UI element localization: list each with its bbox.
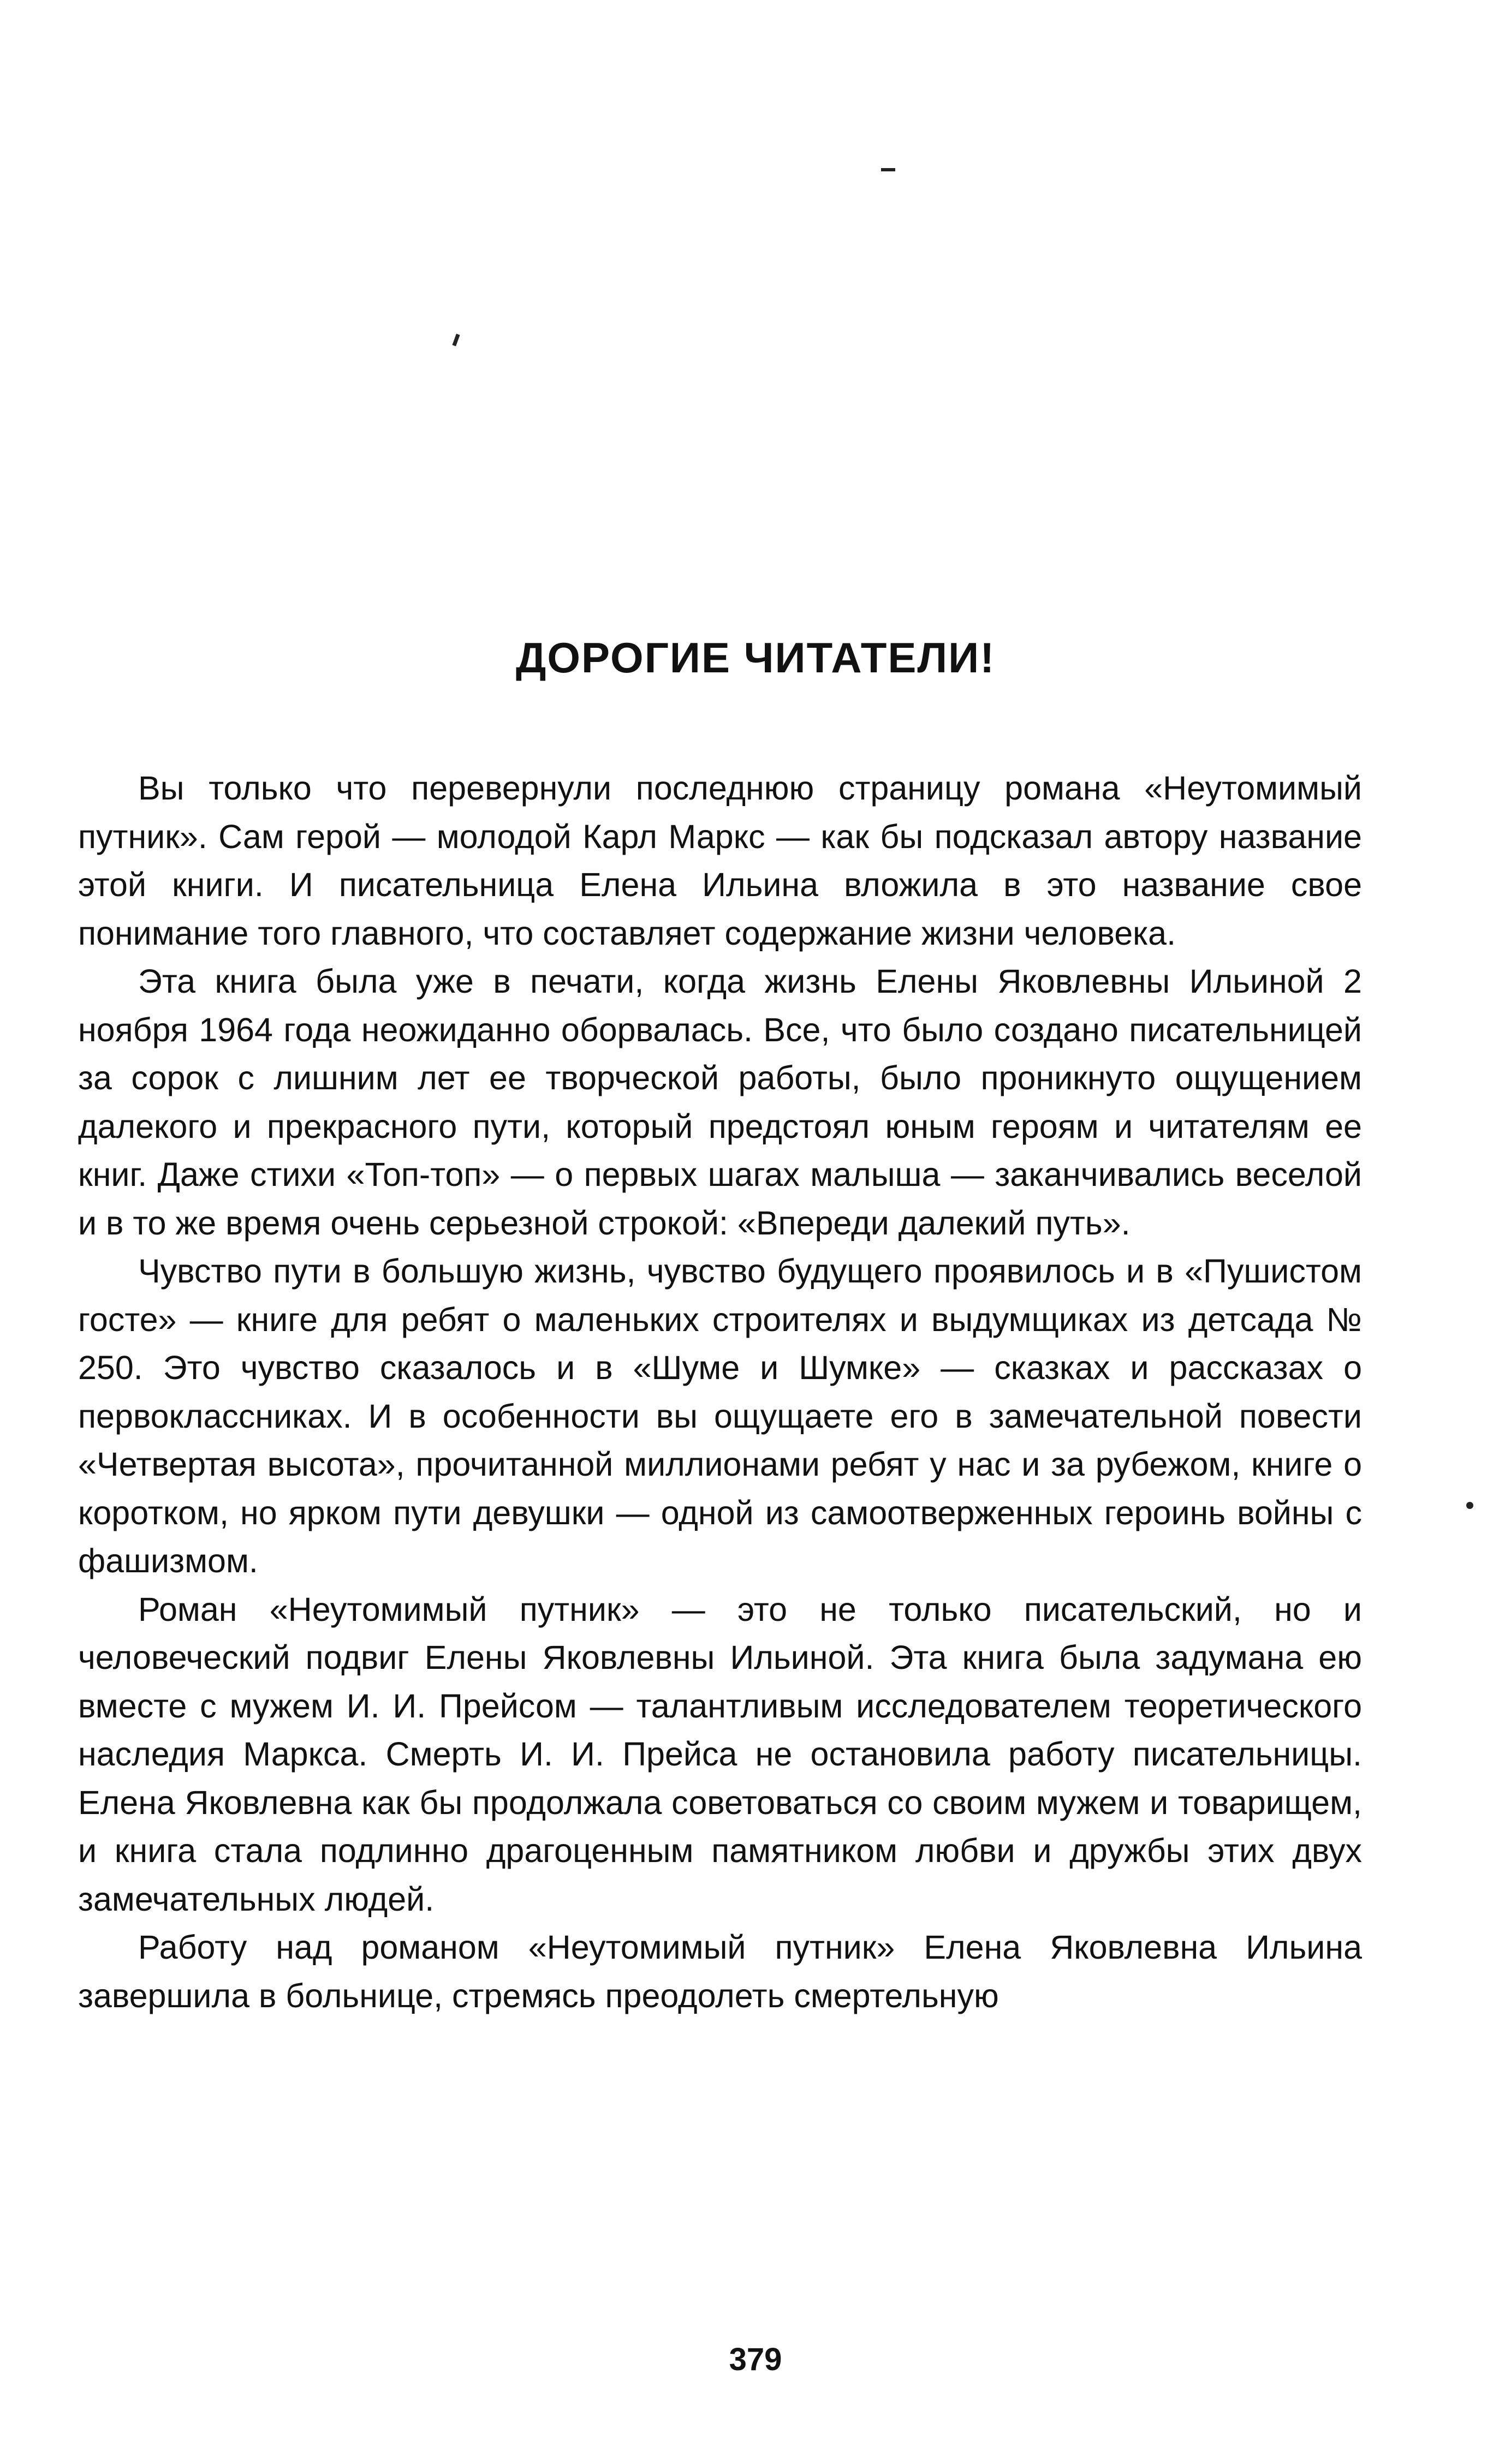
scan-mark-dot: [1466, 1502, 1473, 1509]
paragraph: Роман «Неутомимый путник» — это не только писательский, но и человеческий подвиг Елены Яковлевны Ильиной. Эта книга была задумана ею вместе с мужем И. И. Прейсом — талантливым исследователем теоретического наследия Маркса. Смерть И. И. Прейса не остановила работу писательницы. Елена Яковлевна как бы продолжала советоваться со своим мужем и товарищем, и книга стала подлинно драгоценным памятником любви и дружбы этих двух замечательных людей.: [78, 1590, 1362, 1918]
paragraph: Вы только что перевернули последнюю страницу романа «Неутомимый путник». Сам герой — молодой Карл Маркс — как бы подсказал автору название этой книги. И писательница Елена Ильина вложила в это название свое понимание того главного, что составляет содержание жизни человека.: [78, 769, 1362, 952]
body-text: [78, 764, 1362, 2020]
page-number: 379: [729, 2342, 782, 2377]
scan-mark-dash: [881, 168, 895, 171]
paragraph: Эта книга была уже в печати, когда жизнь Елены Яковлевны Ильиной 2 ноября 1964 года неожиданно оборвалась. Все, что было создано писательницей за сорок с лишним лет ее творческой работы, было проникнуто ощущением далекого и прекрасного пути, который предстоял юным героям и читателям ее книг. Даже стихи «Топ-топ» — о первых шагах малыша — заканчивались веселой и в то же время очень серьезной строкой: «Впереди далекий путь».: [78, 963, 1362, 1242]
paragraph: Чувство пути в большую жизнь, чувство будущего проявилось и в «Пушистом госте» — книге для ребят о маленьких строителях и выдумщиках из детсада № 250. Это чувство сказалось и в «Шуме и Шумке» — сказках и рассказах о первоклассниках. И в особенности вы ощущаете его в замечательной повести «Четвертая высота», прочитанной миллионами ребят у нас и за рубежом, книге о коротком, но ярком пути девушки — одной из самоотверженных героинь войны с фашизмом.: [78, 1252, 1362, 1579]
paragraph: Работу над романом «Неутомимый путник» Елена Яковлевна Ильина завершила в больнице, стремясь преодолеть смертельную: [78, 1929, 1362, 2014]
scan-mark-tick: [452, 333, 460, 346]
page-title: ДОРОГИЕ ЧИТАТЕЛИ!: [515, 634, 996, 682]
